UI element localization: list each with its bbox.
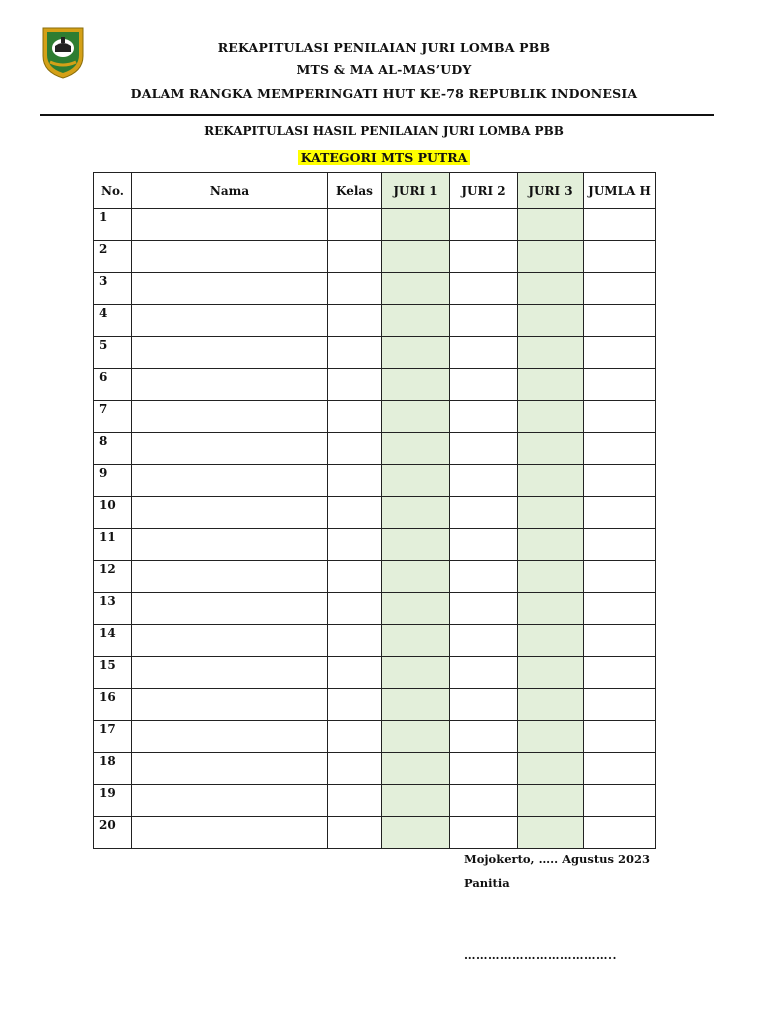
category-label: KATEGORI MTS PUTRA bbox=[298, 150, 471, 165]
cell-juri-3 bbox=[518, 433, 584, 465]
cell-kelas bbox=[328, 465, 382, 497]
header-line-1: REKAPITULASI PENILAIAN JURI LOMBA PBB bbox=[217, 40, 551, 55]
cell-jumlah bbox=[584, 465, 656, 497]
cell-juri-2 bbox=[450, 465, 518, 497]
cell-juri-2 bbox=[450, 369, 518, 401]
cell-juri-2 bbox=[450, 625, 518, 657]
row-number: 1 bbox=[94, 209, 132, 241]
row-number: 19 bbox=[94, 785, 132, 817]
cell-jumlah bbox=[584, 593, 656, 625]
cell-kelas bbox=[328, 401, 382, 433]
cell-kelas bbox=[328, 337, 382, 369]
table-row bbox=[94, 529, 656, 561]
row-number: 14 bbox=[94, 625, 132, 657]
row-number: 2 bbox=[94, 241, 132, 273]
cell-jumlah bbox=[584, 369, 656, 401]
cell-nama bbox=[132, 433, 328, 465]
header-line-3: DALAM RANGKA MEMPERINGATI HUT KE-78 REPUBLIK INDONESIA bbox=[130, 86, 638, 101]
cell-juri-1 bbox=[382, 753, 450, 785]
cell-kelas bbox=[328, 689, 382, 721]
cell-jumlah bbox=[584, 241, 656, 273]
table-row bbox=[94, 561, 656, 593]
table-row bbox=[94, 433, 656, 465]
col-header-juri-3: JURI 3 bbox=[518, 173, 584, 209]
header-line-2: MTS & MA AL-MAS’UDY bbox=[296, 62, 472, 77]
cell-jumlah bbox=[584, 753, 656, 785]
cell-juri-3 bbox=[518, 497, 584, 529]
table-row bbox=[94, 369, 656, 401]
table-row bbox=[94, 689, 656, 721]
cell-jumlah bbox=[584, 273, 656, 305]
col-header-nama: Nama bbox=[132, 173, 328, 209]
table-row bbox=[94, 497, 656, 529]
cell-jumlah bbox=[584, 785, 656, 817]
cell-kelas bbox=[328, 561, 382, 593]
school-crest-icon bbox=[38, 22, 88, 80]
table-row bbox=[94, 657, 656, 689]
table-row bbox=[94, 337, 656, 369]
cell-juri-1 bbox=[382, 369, 450, 401]
cell-kelas bbox=[328, 433, 382, 465]
cell-juri-2 bbox=[450, 785, 518, 817]
cell-jumlah bbox=[584, 657, 656, 689]
cell-kelas bbox=[328, 305, 382, 337]
cell-juri-2 bbox=[450, 305, 518, 337]
cell-nama bbox=[132, 401, 328, 433]
cell-juri-1 bbox=[382, 817, 450, 849]
col-header-kelas: Kelas bbox=[328, 173, 382, 209]
table-header-row bbox=[94, 173, 656, 209]
cell-kelas bbox=[328, 657, 382, 689]
cell-juri-3 bbox=[518, 625, 584, 657]
cell-juri-2 bbox=[450, 689, 518, 721]
cell-juri-1 bbox=[382, 625, 450, 657]
row-number: 9 bbox=[94, 465, 132, 497]
cell-juri-2 bbox=[450, 273, 518, 305]
cell-juri-1 bbox=[382, 337, 450, 369]
row-number: 12 bbox=[94, 561, 132, 593]
cell-jumlah bbox=[584, 817, 656, 849]
table-row bbox=[94, 465, 656, 497]
table-row bbox=[94, 721, 656, 753]
cell-jumlah bbox=[584, 625, 656, 657]
row-number: 11 bbox=[94, 529, 132, 561]
cell-kelas bbox=[328, 625, 382, 657]
cell-juri-2 bbox=[450, 593, 518, 625]
header-divider bbox=[40, 114, 714, 116]
table-row bbox=[94, 785, 656, 817]
cell-juri-3 bbox=[518, 817, 584, 849]
cell-jumlah bbox=[584, 721, 656, 753]
cell-nama bbox=[132, 753, 328, 785]
cell-nama bbox=[132, 529, 328, 561]
cell-jumlah bbox=[584, 529, 656, 561]
cell-juri-3 bbox=[518, 561, 584, 593]
cell-nama bbox=[132, 305, 328, 337]
cell-juri-1 bbox=[382, 593, 450, 625]
row-number: 10 bbox=[94, 497, 132, 529]
cell-juri-1 bbox=[382, 273, 450, 305]
cell-nama bbox=[132, 785, 328, 817]
row-number: 7 bbox=[94, 401, 132, 433]
table-row bbox=[94, 305, 656, 337]
cell-juri-2 bbox=[450, 817, 518, 849]
cell-juri-1 bbox=[382, 497, 450, 529]
cell-nama bbox=[132, 209, 328, 241]
cell-juri-1 bbox=[382, 433, 450, 465]
cell-juri-2 bbox=[450, 529, 518, 561]
signature-line: ……………………………….. bbox=[464, 948, 618, 962]
cell-juri-1 bbox=[382, 305, 450, 337]
cell-kelas bbox=[328, 785, 382, 817]
cell-jumlah bbox=[584, 401, 656, 433]
cell-kelas bbox=[328, 817, 382, 849]
table-row bbox=[94, 401, 656, 433]
cell-kelas bbox=[328, 721, 382, 753]
signature-role: Panitia bbox=[464, 876, 510, 890]
cell-nama bbox=[132, 721, 328, 753]
table-row bbox=[94, 209, 656, 241]
cell-juri-3 bbox=[518, 305, 584, 337]
row-number: 8 bbox=[94, 433, 132, 465]
col-header-juri-2: JURI 2 bbox=[450, 173, 518, 209]
cell-juri-3 bbox=[518, 209, 584, 241]
cell-juri-2 bbox=[450, 561, 518, 593]
cell-juri-3 bbox=[518, 753, 584, 785]
cell-juri-3 bbox=[518, 401, 584, 433]
cell-juri-3 bbox=[518, 721, 584, 753]
row-number: 6 bbox=[94, 369, 132, 401]
cell-juri-2 bbox=[450, 209, 518, 241]
row-number: 17 bbox=[94, 721, 132, 753]
cell-nama bbox=[132, 593, 328, 625]
cell-nama bbox=[132, 689, 328, 721]
cell-juri-3 bbox=[518, 369, 584, 401]
cell-juri-3 bbox=[518, 241, 584, 273]
cell-nama bbox=[132, 337, 328, 369]
cell-nama bbox=[132, 497, 328, 529]
cell-juri-1 bbox=[382, 529, 450, 561]
cell-juri-1 bbox=[382, 241, 450, 273]
row-number: 20 bbox=[94, 817, 132, 849]
document-subtitle: REKAPITULASI HASIL PENILAIAN JURI LOMBA PBB bbox=[204, 124, 564, 138]
cell-nama bbox=[132, 369, 328, 401]
cell-nama bbox=[132, 561, 328, 593]
cell-juri-1 bbox=[382, 689, 450, 721]
cell-kelas bbox=[328, 497, 382, 529]
cell-juri-3 bbox=[518, 529, 584, 561]
cell-jumlah bbox=[584, 305, 656, 337]
cell-nama bbox=[132, 273, 328, 305]
cell-jumlah bbox=[584, 337, 656, 369]
row-number: 4 bbox=[94, 305, 132, 337]
cell-kelas bbox=[328, 241, 382, 273]
cell-kelas bbox=[328, 273, 382, 305]
cell-juri-3 bbox=[518, 657, 584, 689]
cell-jumlah bbox=[584, 497, 656, 529]
cell-juri-3 bbox=[518, 273, 584, 305]
cell-juri-2 bbox=[450, 241, 518, 273]
cell-kelas bbox=[328, 593, 382, 625]
cell-juri-2 bbox=[450, 497, 518, 529]
row-number: 18 bbox=[94, 753, 132, 785]
col-header-no: No. bbox=[94, 173, 132, 209]
cell-juri-2 bbox=[450, 337, 518, 369]
table-row bbox=[94, 817, 656, 849]
row-number: 16 bbox=[94, 689, 132, 721]
cell-jumlah bbox=[584, 689, 656, 721]
score-table bbox=[93, 172, 656, 849]
cell-juri-1 bbox=[382, 721, 450, 753]
cell-kelas bbox=[328, 209, 382, 241]
cell-kelas bbox=[328, 369, 382, 401]
row-number: 13 bbox=[94, 593, 132, 625]
table-row bbox=[94, 625, 656, 657]
cell-nama bbox=[132, 817, 328, 849]
cell-juri-3 bbox=[518, 689, 584, 721]
table-row bbox=[94, 753, 656, 785]
cell-juri-3 bbox=[518, 337, 584, 369]
cell-juri-1 bbox=[382, 401, 450, 433]
cell-nama bbox=[132, 241, 328, 273]
row-number: 3 bbox=[94, 273, 132, 305]
signature-place-date: Mojokerto, ….. Agustus 2023 bbox=[464, 852, 651, 866]
cell-kelas bbox=[328, 529, 382, 561]
table-row bbox=[94, 593, 656, 625]
row-number: 5 bbox=[94, 337, 132, 369]
cell-juri-2 bbox=[450, 721, 518, 753]
cell-jumlah bbox=[584, 209, 656, 241]
cell-juri-3 bbox=[518, 465, 584, 497]
cell-juri-1 bbox=[382, 561, 450, 593]
cell-juri-2 bbox=[450, 433, 518, 465]
cell-kelas bbox=[328, 753, 382, 785]
cell-jumlah bbox=[584, 433, 656, 465]
cell-juri-1 bbox=[382, 465, 450, 497]
cell-juri-3 bbox=[518, 785, 584, 817]
table-row bbox=[94, 273, 656, 305]
cell-nama bbox=[132, 657, 328, 689]
cell-juri-2 bbox=[450, 657, 518, 689]
cell-juri-1 bbox=[382, 785, 450, 817]
cell-nama bbox=[132, 465, 328, 497]
cell-juri-2 bbox=[450, 753, 518, 785]
col-header-jumlah: JUMLA H bbox=[584, 173, 656, 209]
cell-nama bbox=[132, 625, 328, 657]
cell-juri-1 bbox=[382, 657, 450, 689]
row-number: 15 bbox=[94, 657, 132, 689]
cell-juri-3 bbox=[518, 593, 584, 625]
table-row bbox=[94, 241, 656, 273]
cell-juri-1 bbox=[382, 209, 450, 241]
cell-jumlah bbox=[584, 561, 656, 593]
cell-juri-2 bbox=[450, 401, 518, 433]
col-header-juri-1: JURI 1 bbox=[382, 173, 450, 209]
